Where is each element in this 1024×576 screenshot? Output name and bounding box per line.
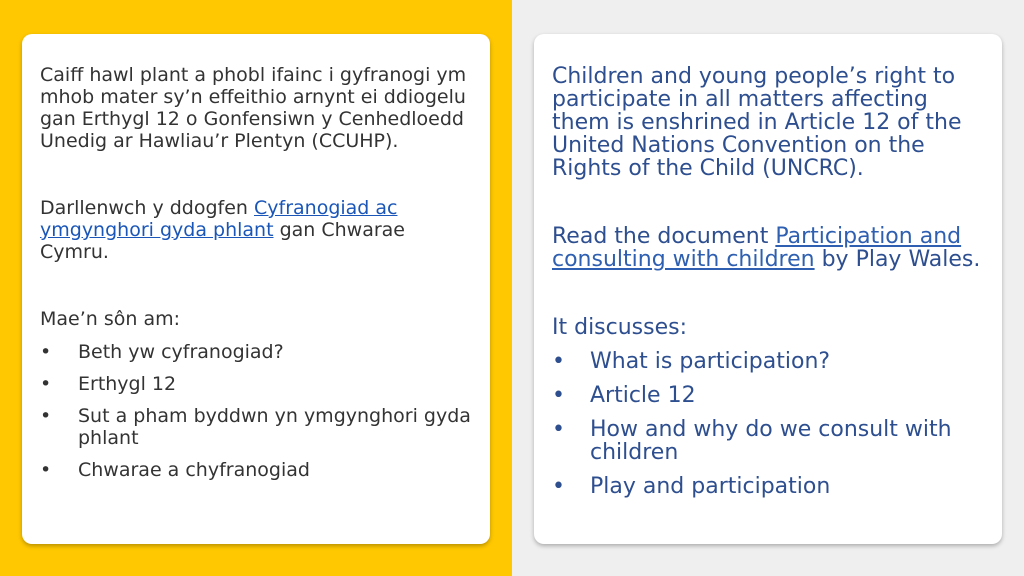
bullet-marker: • bbox=[552, 474, 565, 499]
list-item-text: Erthygl 12 bbox=[78, 373, 177, 395]
bullet-marker: • bbox=[40, 373, 52, 395]
list-item-text: Chwarae a chyfranogiad bbox=[78, 459, 310, 481]
english-topic-list bbox=[552, 350, 984, 498]
bullet-marker: • bbox=[40, 459, 52, 481]
english-document-link[interactable]: Participation and consulting with children bbox=[552, 224, 962, 272]
bullet-marker: • bbox=[552, 383, 565, 408]
list-item-text: Sut a pham byddwn yn ymgynghori gyda phlant bbox=[78, 405, 471, 449]
list-item bbox=[552, 475, 984, 498]
welsh-read-suffix: gan Chwarae Cymru. bbox=[40, 219, 405, 263]
list-item bbox=[40, 373, 472, 395]
english-read-prefix: Read the document bbox=[552, 224, 776, 249]
list-item bbox=[40, 459, 472, 481]
bullet-marker: • bbox=[552, 349, 565, 374]
bullet-marker: • bbox=[40, 405, 52, 427]
list-item-text: Play and participation bbox=[590, 474, 831, 499]
list-item bbox=[40, 341, 472, 363]
welsh-intro-paragraph: Caiff hawl plant a phobl ifainc i gyfranogi ym mhob mater sy’n effeithio arnynt ei ddiogelu gan Erthygl 12 o Gonfensiwn y Cenhedloedd Unedig ar Hawliau’r Plentyn (CCUHP). bbox=[40, 64, 467, 152]
english-intro-paragraph: Children and young people’s right to participate in all matters affecting them is enshrined in Article 12 of the United Nations Convention on the Rights of the Child (UNCRC). bbox=[552, 64, 962, 181]
list-item bbox=[552, 384, 984, 407]
list-item-text: Article 12 bbox=[590, 383, 696, 408]
list-item bbox=[552, 418, 984, 464]
english-text-card bbox=[534, 34, 1002, 544]
list-item bbox=[40, 405, 472, 449]
list-item-text: What is participation? bbox=[590, 349, 831, 374]
list-item-text: Beth yw cyfranogiad? bbox=[78, 341, 284, 363]
list-item-text: How and why do we consult with children bbox=[590, 417, 952, 465]
list-item bbox=[552, 350, 984, 373]
welsh-read-paragraph bbox=[40, 197, 472, 263]
welsh-discusses-heading: Mae’n sôn am: bbox=[40, 308, 181, 330]
welsh-text-card bbox=[22, 34, 490, 544]
welsh-topic-list bbox=[40, 341, 472, 481]
bullet-marker: • bbox=[552, 417, 565, 442]
english-discusses-heading: It discusses: bbox=[552, 315, 688, 340]
english-read-paragraph bbox=[552, 225, 984, 271]
bullet-marker: • bbox=[40, 341, 52, 363]
welsh-read-prefix: Darllenwch y ddogfen bbox=[40, 197, 254, 219]
english-read-suffix: by Play Wales. bbox=[814, 247, 981, 272]
welsh-document-link[interactable]: Cyfranogiad ac ymgynghori gyda phlant bbox=[40, 197, 398, 241]
